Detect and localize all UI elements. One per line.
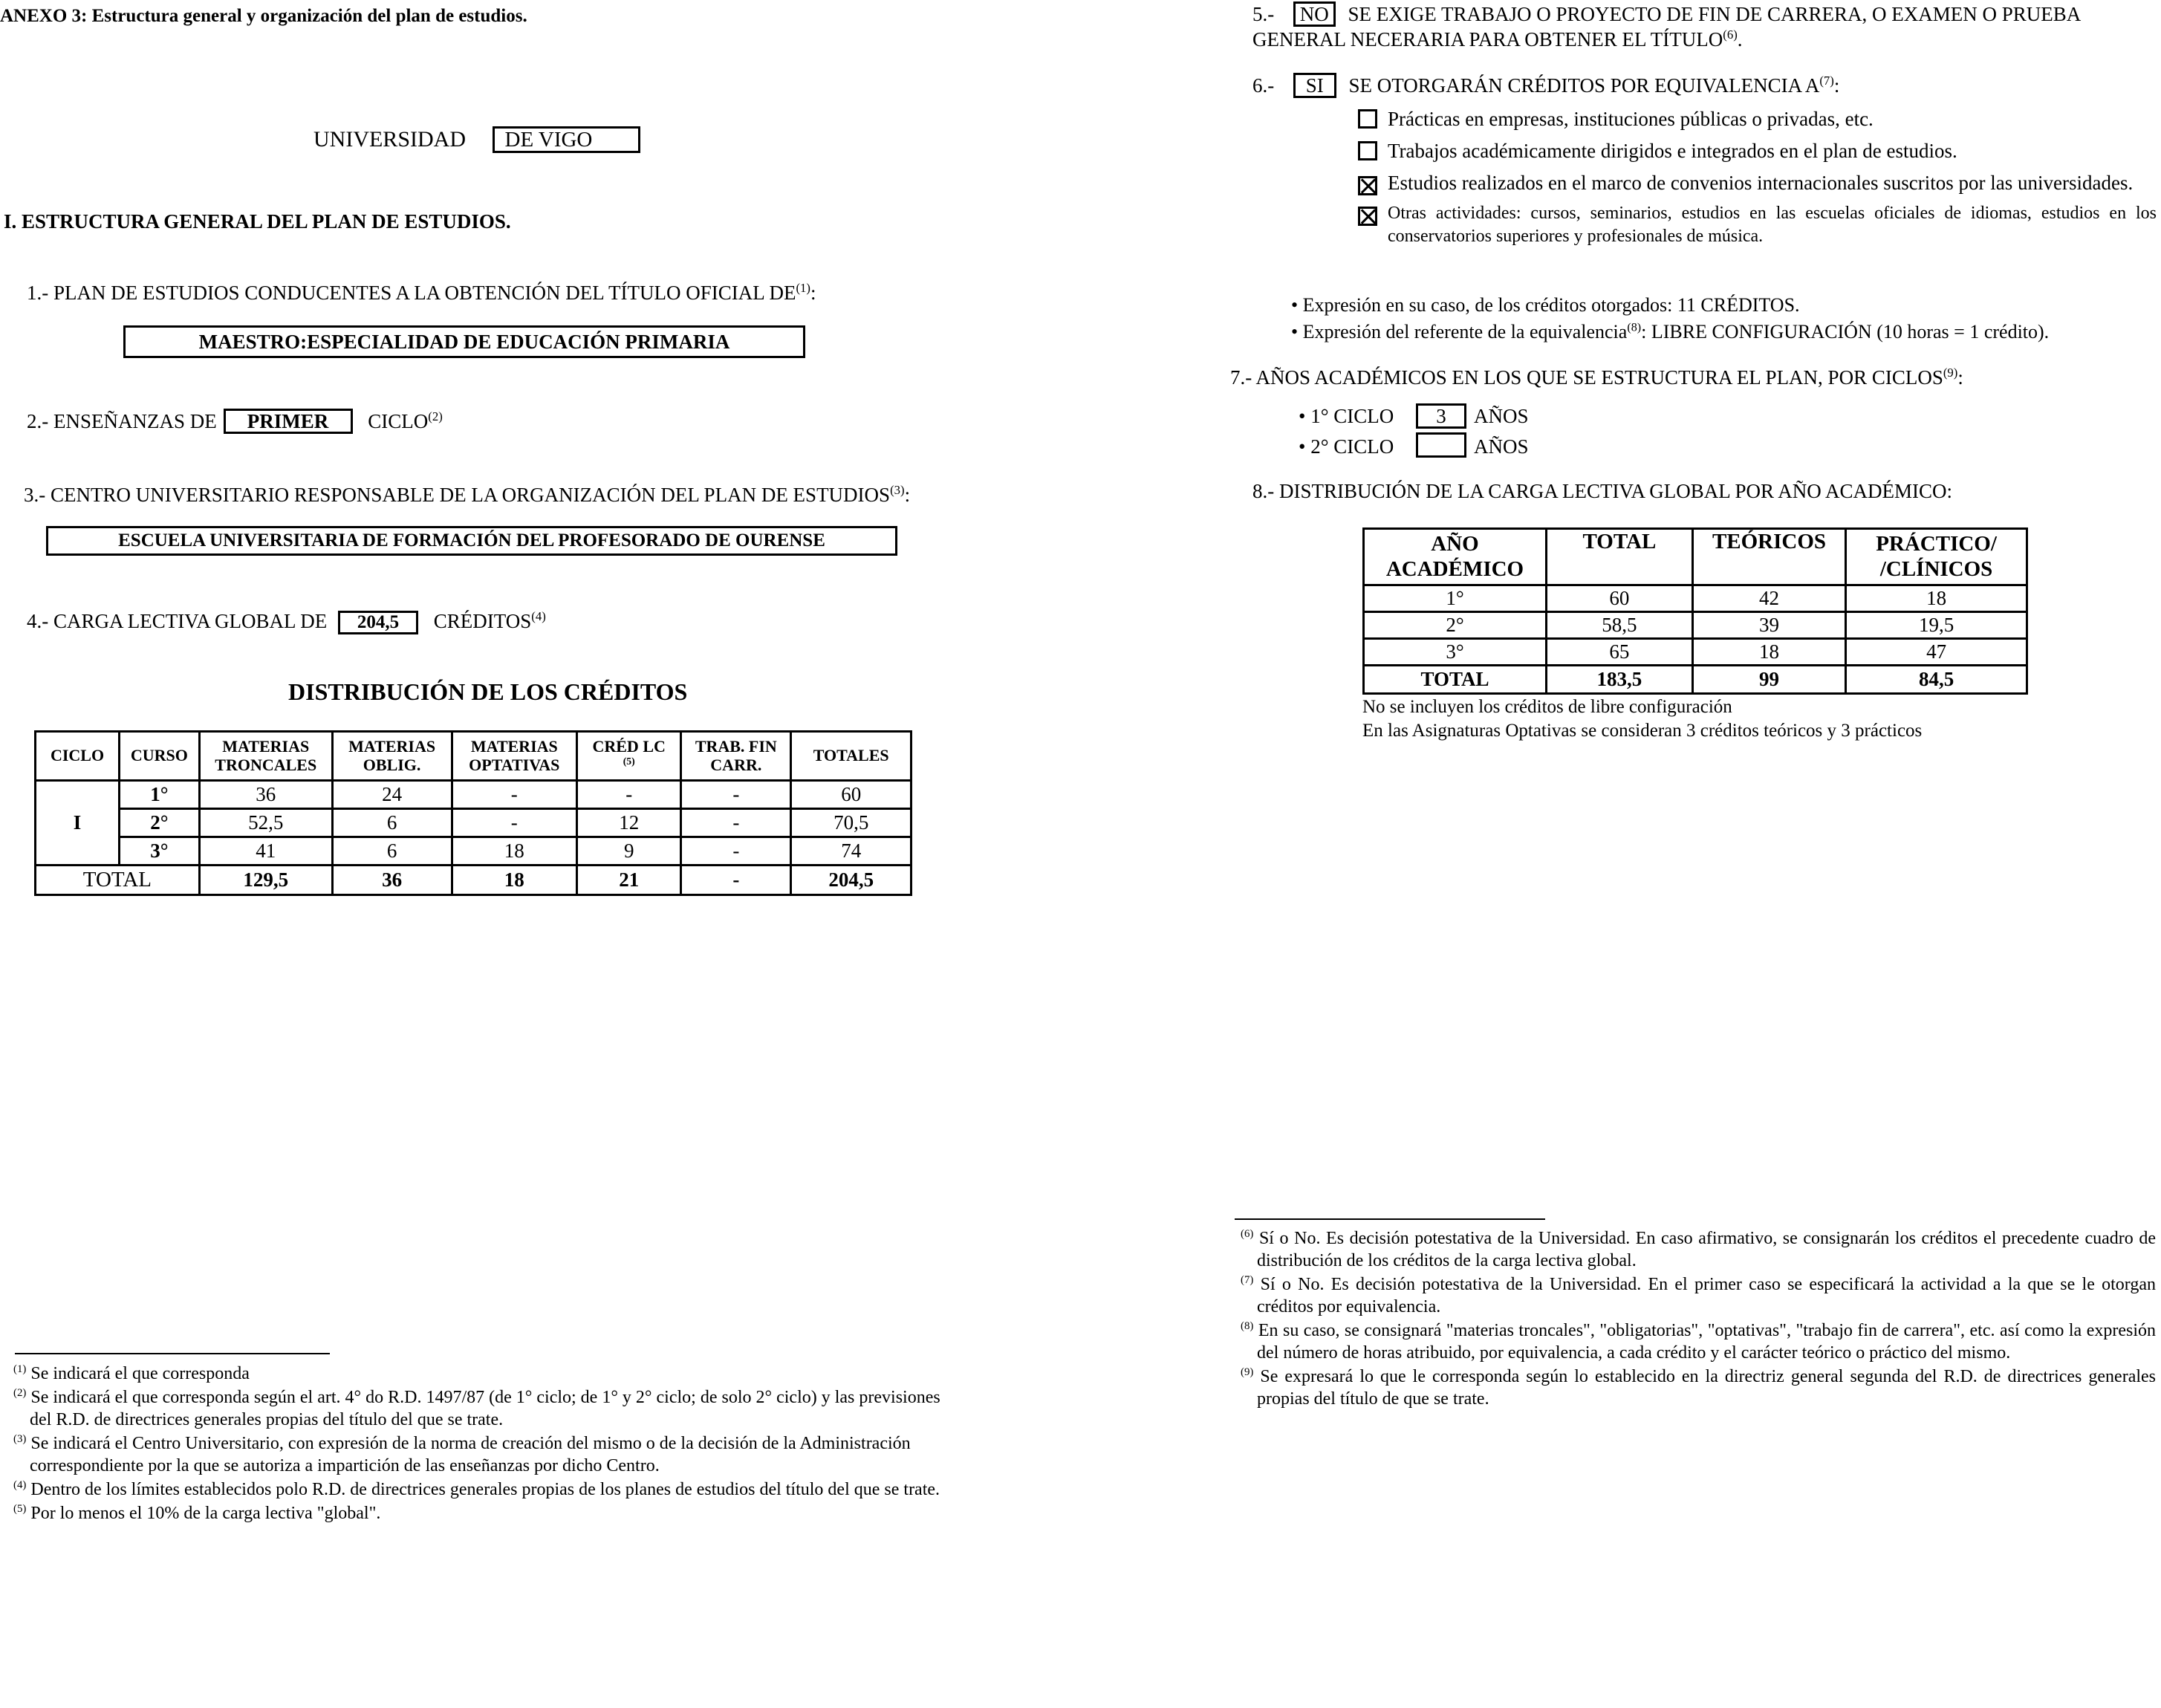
cell-total-troncales: 129,5 xyxy=(199,866,332,895)
footnote-6-text: Sí o No. Es decisión potestativa de la Universidad. En caso afirmativo, se consignarán los créditos el precedente cuadro de distribución de los créditos de la carga lectiva global. xyxy=(1257,1229,2157,1270)
cell-practicos: 18 xyxy=(1846,585,2027,612)
q4-prefix: 4.- CARGA LECTIVA GLOBAL DE xyxy=(27,610,328,632)
cell-total: 58,5 xyxy=(1546,612,1692,639)
cell-troncales: 36 xyxy=(199,781,332,809)
footnote-4-mark: (4) xyxy=(13,1479,27,1491)
option-practicas-label: Prácticas en empresas, instituciones públicas o privadas, etc. xyxy=(1388,108,1874,130)
header-cred-lc-footnote: (5) xyxy=(623,755,635,767)
footnote-3 xyxy=(0,1432,949,1477)
option-practicas xyxy=(1358,106,2157,132)
footnote-1 xyxy=(0,1363,949,1385)
q2-field: PRIMER xyxy=(224,409,353,434)
q5-number: 5.- xyxy=(1252,3,1275,25)
cell-trab: - xyxy=(681,837,791,866)
cell-teoricos: 18 xyxy=(1692,639,1845,666)
bullet-referent-footnote: (8) xyxy=(1627,321,1642,334)
q6-question: 6.- SI SE OTORGARÁN CRÉDITOS POR EQUIVALENCIA $A^{(7)}$: xyxy=(1252,73,1839,98)
header-trab: TRAB. FIN CARR. xyxy=(681,732,791,781)
header-teoricos: TEÓRICOS xyxy=(1692,529,1845,585)
checkbox-convenios[interactable] xyxy=(1358,176,1377,195)
footnote-4-text: Dentro de los límites establecidos polo R.D. de directrices generales propias de los planes de estudios del título del que se trate. xyxy=(30,1480,940,1499)
left-footnotes xyxy=(0,1363,949,1526)
cell-totales: 60 xyxy=(791,781,911,809)
cell-total-teoricos: 99 xyxy=(1692,666,1845,694)
cell-practicos: 47 xyxy=(1846,639,2027,666)
cell-oblig: 24 xyxy=(332,781,452,809)
q2-question xyxy=(27,409,443,434)
footnote-1-text: Se indicará el que corresponda xyxy=(30,1364,250,1383)
footnote-2-text: Se indicará el que corresponda según el art. 4° do R.D. 1497/87 (de 1° ciclo; de 1° y 2° ciclo; de solo 2° ciclo) y las previsiones del R.D. de directrices generales propias del título del que se trate. xyxy=(30,1388,940,1429)
cycle1-row xyxy=(1299,403,1529,429)
header-total: TOTAL xyxy=(1546,529,1692,585)
cell-total-practicos: 84,5 xyxy=(1846,666,2027,694)
cell-oblig: 6 xyxy=(332,809,452,837)
annex-title: ANEXO 3: Estructura general y organización del plan de estudios. xyxy=(0,6,527,26)
footnote-3-mark: (3) xyxy=(13,1433,27,1445)
cycle2-row xyxy=(1299,432,1529,458)
q1-footnote-ref: (1) xyxy=(796,281,810,295)
q5-footnote-ref: (6) xyxy=(1723,27,1738,42)
cycle2-field xyxy=(1416,432,1466,458)
header-curso: CURSO xyxy=(120,732,200,781)
q5-field: NO xyxy=(1293,1,1336,27)
footnote-7-text: Sí o No. Es decisión potestativa de la Universidad. En el primer caso se especificará la actividad a la que se le otorgan créditos por equivalencia. xyxy=(1257,1275,2157,1316)
credits-distribution-table xyxy=(34,730,912,896)
footnote-4 xyxy=(0,1478,949,1501)
footnote-9-text: Se expresará lo que le corresponda según lo establecido en la directriz general segunda del R.D. de directrices generales propias del título de que se trate. xyxy=(1257,1367,2157,1409)
q1-field: MAESTRO:ESPECIALIDAD DE EDUCACIÓN PRIMARIA xyxy=(123,325,805,358)
q2-footnote-ref: (2) xyxy=(428,409,443,423)
footnote-5 xyxy=(0,1502,949,1524)
footnote-5-text: Por lo menos el 10% de la carga lectiva "global". xyxy=(30,1504,381,1523)
cell-practicos: 19,5 xyxy=(1846,612,2027,639)
footnote-8-mark: (8) xyxy=(1241,1320,1254,1332)
cycle2-years: AÑOS xyxy=(1474,435,1529,458)
q3-question: 3.- CENTRO UNIVERSITARIO RESPONSABLE DE LA ORGANIZACIÓN DEL PLAN DE ESTUDIOS$^{(3)}$: xyxy=(24,483,911,506)
header-year-label: AÑO ACADÉMICO xyxy=(1385,532,1524,581)
distribution-title: DISTRIBUCIÓN DE LOS CRÉDITOS xyxy=(288,678,688,705)
q4-footnote-ref: (4) xyxy=(531,609,546,623)
table-total-row xyxy=(36,866,911,895)
cycle2-label: • 2° CICLO xyxy=(1299,435,1394,458)
q3-field: ESCUELA UNIVERSITARIA DE FORMACIÓN DEL PROFESORADO DE OURENSE xyxy=(46,526,897,556)
header-cred-lc-label: CRÉD LC xyxy=(592,736,666,756)
option-convenios xyxy=(1358,170,2157,196)
footnote-9 xyxy=(1227,1366,2156,1410)
university-label: UNIVERSIDAD xyxy=(313,127,466,152)
table-row xyxy=(36,781,911,809)
q6-text: SE OTORGARÁN CRÉDITOS POR EQUIVALENCIA A xyxy=(1348,74,1820,97)
cell-curso: 2° xyxy=(120,809,200,837)
cell-cred-lc: - xyxy=(577,781,681,809)
q3-text: 3.- CENTRO UNIVERSITARIO RESPONSABLE DE LA ORGANIZACIÓN DEL PLAN DE ESTUDIOS xyxy=(24,484,891,506)
checkbox-otras[interactable] xyxy=(1358,207,1377,226)
cell-optativas: 18 xyxy=(452,837,577,866)
q3-footnote-ref: (3) xyxy=(890,483,905,497)
cell-year: 1° xyxy=(1364,585,1547,612)
right-footnotes xyxy=(1227,1227,2156,1412)
cell-optativas: - xyxy=(452,809,577,837)
cell-oblig: 6 xyxy=(332,837,452,866)
q4-field: 204,5 xyxy=(338,611,418,634)
q7-footnote-ref: (9) xyxy=(1943,366,1958,380)
q5-text: SE EXIGE TRABAJO O PROYECTO DE FIN DE CARRERA, O EXAMEN O PRUEBA GENERAL NECERARIA PARA OBTENER EL TÍTULO xyxy=(1252,3,2080,51)
cell-year: 2° xyxy=(1364,612,1547,639)
table-row xyxy=(36,809,911,837)
option-trabajos xyxy=(1358,138,2157,164)
footnote-6 xyxy=(1227,1227,2156,1272)
option-convenios-label: Estudios realizados en el marco de convenios internacionales suscritos por las universidades. xyxy=(1388,172,2134,195)
q5-question: 5.- NO SE EXIGE TRABAJO O PROYECTO DE FIN DE CARRERA, O EXAMEN O PRUEBA GENERAL NECERARIA PARA OBTENER EL TÍTULO$^{(6)}$. xyxy=(1252,3,2080,51)
checkbox-practicas[interactable] xyxy=(1358,109,1377,129)
footnote-1-mark: (1) xyxy=(13,1363,27,1375)
q7-text: 7.- AÑOS ACADÉMICOS EN LOS QUE SE ESTRUCTURA EL PLAN, POR CICLOS xyxy=(1230,366,1943,389)
q8-question: 8.- DISTRIBUCIÓN DE LA CARGA LECTIVA GLOBAL POR AÑO ACADÉMICO: xyxy=(1252,480,1953,502)
footnote-3-text: Se indicará el Centro Universitario, con expresión de la norma de creación del mismo o de la decisión de la Administración correspondiente por la que se autoriza a impartición de las enseñanzas por dicho Centro. xyxy=(30,1434,911,1475)
cell-cred-lc: 9 xyxy=(577,837,681,866)
cell-total-cred-lc: 21 xyxy=(577,866,681,895)
table-row xyxy=(1364,639,2027,666)
academic-load-table xyxy=(1362,527,2028,695)
cell-total: 60 xyxy=(1546,585,1692,612)
section-title: I. ESTRUCTURA GENERAL DEL PLAN DE ESTUDIOS. xyxy=(4,210,511,233)
table-total-row xyxy=(1364,666,2027,694)
cell-curso: 1° xyxy=(120,781,200,809)
header-cred-lc xyxy=(577,732,681,781)
q1-question: 1.- PLAN DE ESTUDIOS CONDUCENTES A LA OBTENCIÓN DEL TÍTULO OFICIAL DE$^{(1)}$: xyxy=(27,281,816,304)
footnote-2 xyxy=(0,1386,949,1431)
q4-question xyxy=(27,609,546,634)
q6-number: 6.- xyxy=(1252,74,1275,97)
header-oblig: MATERIAS OBLIG. xyxy=(332,732,452,781)
table-row xyxy=(1364,612,2027,639)
footnote-7 xyxy=(1227,1273,2156,1318)
cycle1-years: AÑOS xyxy=(1474,405,1529,427)
bullet-referent xyxy=(1291,321,2049,343)
footnote-2-mark: (2) xyxy=(13,1387,27,1399)
cell-trab: - xyxy=(681,781,791,809)
cell-total-label: TOTAL xyxy=(36,866,200,895)
q7-question: 7.- AÑOS ACADÉMICOS EN LOS QUE SE ESTRUCTURA EL PLAN, POR CICLOS$^{(9)}$: xyxy=(1230,366,1963,389)
q2-prefix: 2.- ENSEÑANZAS DE xyxy=(27,410,217,432)
footnote-8 xyxy=(1227,1319,2156,1364)
left-footnote-rule xyxy=(15,1353,330,1354)
q6-field: SI xyxy=(1293,73,1336,98)
cell-cred-lc: 12 xyxy=(577,809,681,837)
cell-total-label: TOTAL xyxy=(1364,666,1547,694)
cell-total-total: 183,5 xyxy=(1546,666,1692,694)
footnote-7-mark: (7) xyxy=(1241,1274,1254,1286)
header-optativas: MATERIAS OPTATIVAS xyxy=(452,732,577,781)
header-practicos: PRÁCTICO/ /CLÍNICOS xyxy=(1846,529,2027,585)
bullet-referent-a: • Expresión del referente de la equivalencia xyxy=(1291,321,1628,342)
header-troncales: MATERIAS TRONCALES xyxy=(199,732,332,781)
footnote-8-text: En su caso, se consignará "materias troncales", "obligatorias", "optativas", "trabajo fin de carrera", etc. así como la expresión del número de horas atribuido, por equivalencia, a cada crédito y el carácter teórico o práctico del mismo. xyxy=(1257,1321,2157,1363)
q4-suffix: CRÉDITOS xyxy=(433,610,532,632)
cycle1-field: 3 xyxy=(1416,403,1466,429)
footnote-5-mark: (5) xyxy=(13,1503,27,1515)
cell-totales: 70,5 xyxy=(791,809,911,837)
cell-year: 3° xyxy=(1364,639,1547,666)
cell-teoricos: 39 xyxy=(1692,612,1845,639)
header-totales: TOTALES xyxy=(791,732,911,781)
option-otras-label: Otras actividades: cursos, seminarios, estudios en las escuelas oficiales de idiomas, estudios en los conservatorios superiores y profesionales de música. xyxy=(1388,204,2157,247)
header-year xyxy=(1364,529,1547,585)
bullet-credits: • Expresión en su caso, de los créditos otorgados: 11 CRÉDITOS. xyxy=(1291,294,1800,316)
load-note-1: No se incluyen los créditos de libre configuración xyxy=(1362,697,1732,717)
cell-curso: 3° xyxy=(120,837,200,866)
q1-text: 1.- PLAN DE ESTUDIOS CONDUCENTES A LA OBTENCIÓN DEL TÍTULO OFICIAL DE xyxy=(27,282,796,304)
cell-optativas: - xyxy=(452,781,577,809)
cell-teoricos: 42 xyxy=(1692,585,1845,612)
footnote-9-mark: (9) xyxy=(1241,1366,1254,1378)
cell-totales: 74 xyxy=(791,837,911,866)
university-field: DE VIGO xyxy=(493,126,640,153)
table-row xyxy=(36,837,911,866)
q6-footnote-ref: (7) xyxy=(1819,74,1834,88)
cell-total-oblig: 36 xyxy=(332,866,452,895)
cell-ciclo: I xyxy=(36,781,120,866)
cell-total-trab: - xyxy=(681,866,791,895)
equivalence-options xyxy=(1358,106,2157,255)
bullet-referent-b: : LIBRE CONFIGURACIÓN (10 horas = 1 crédito). xyxy=(1641,321,2050,342)
table-header-row xyxy=(1364,529,2027,585)
header-ciclo: CICLO xyxy=(36,732,120,781)
table-row xyxy=(1364,585,2027,612)
option-otras xyxy=(1358,202,2157,248)
cell-trab: - xyxy=(681,809,791,837)
university-row xyxy=(313,126,640,153)
option-trabajos-label: Trabajos académicamente dirigidos e integrados en el plan de estudios. xyxy=(1388,140,1957,163)
cell-troncales: 52,5 xyxy=(199,809,332,837)
checkbox-trabajos[interactable] xyxy=(1358,141,1377,160)
footnote-6-mark: (6) xyxy=(1241,1228,1254,1240)
cell-total-optativas: 18 xyxy=(452,866,577,895)
cell-troncales: 41 xyxy=(199,837,332,866)
cell-total-totales: 204,5 xyxy=(791,866,911,895)
right-footnote-rule xyxy=(1235,1218,1545,1220)
q2-suffix: CICLO xyxy=(368,410,429,432)
cycle1-label: • 1° CICLO xyxy=(1299,405,1394,427)
load-note-2: En las Asignaturas Optativas se consideran 3 créditos teóricos y 3 prácticos xyxy=(1362,721,1923,741)
table-header-row xyxy=(36,732,911,781)
cell-total: 65 xyxy=(1546,639,1692,666)
